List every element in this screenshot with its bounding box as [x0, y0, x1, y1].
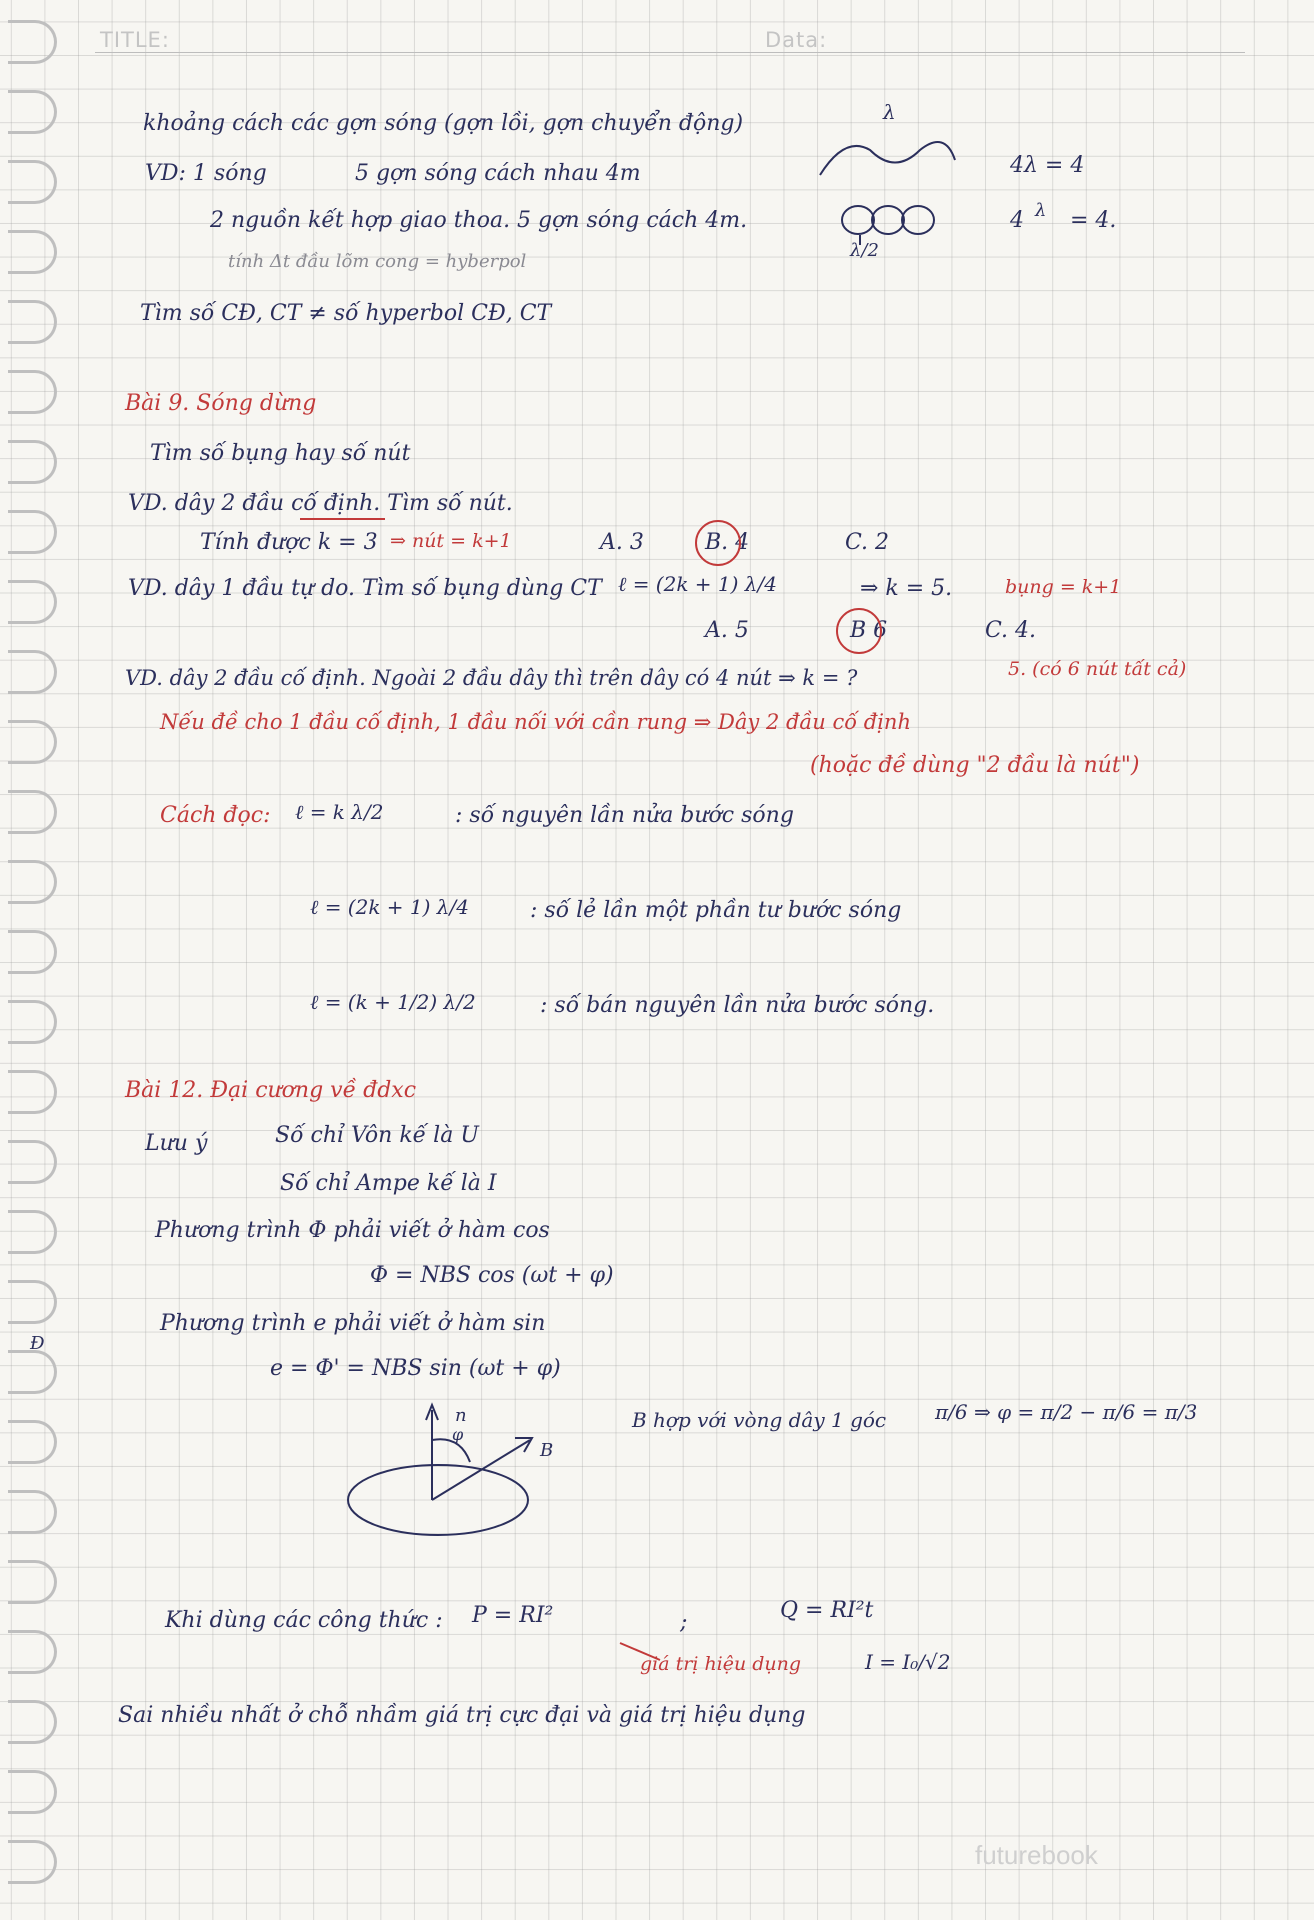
loop-1 — [842, 206, 874, 234]
lambda-label: λ — [883, 100, 896, 124]
line-21: Phương trình Φ phải viết ở hàm cos — [155, 1218, 550, 1243]
side-note-1: 4λ = 4 — [1010, 153, 1085, 178]
line-2b: 5 gợn sóng cách nhau 4m — [355, 161, 641, 186]
line-26a: Khi dùng các công thức : — [165, 1608, 443, 1633]
heading-bai-9: Bài 9. Sóng dừng — [125, 391, 317, 416]
line-10a: VD. dây 1 đầu tự do. Tìm số bụng dùng CT — [128, 576, 602, 601]
phi-arc — [432, 1439, 470, 1462]
line-24: e = Φ' = NBS sin (ωt + φ) — [270, 1356, 561, 1381]
b-vector — [432, 1440, 530, 1500]
line-2a: VD: 1 sóng — [145, 161, 267, 186]
q2-choice-c: C. 4. — [985, 618, 1037, 643]
line-13: Nếu đề cho 1 đầu cố định, 1 đầu nối với cần rung ⇒ Dây 2 đầu cố định — [160, 710, 911, 734]
line-26c: ; — [680, 1610, 688, 1635]
q1-choice-c: C. 2 — [845, 530, 890, 555]
q1-choice-a: A. 3 — [600, 530, 644, 555]
line-7: Tìm số bụng hay số nút — [150, 441, 411, 466]
formula-half: ℓ = k λ/2 — [295, 800, 384, 824]
line-9a: Tính được k = 3 — [200, 530, 378, 555]
line-19b: Số chỉ Vôn kế là U — [275, 1123, 479, 1148]
line-9b: ⇒ nút = k+1 — [390, 530, 512, 552]
line-3: 2 nguồn kết hợp giao thoa. 5 gợn sóng cách 4m. — [210, 208, 748, 233]
line-26d: Q = RI²t — [780, 1598, 874, 1623]
line-17b: : số bán nguyên lần nửa bước sóng. — [540, 993, 935, 1018]
q2-answer-circle — [836, 608, 882, 654]
line-14: (hoặc đề dùng "2 đầu là nút") — [810, 753, 1140, 778]
lambda-half-label: λ/2 — [850, 240, 879, 261]
line-10b: ⇒ k = 5. — [860, 576, 953, 601]
side-note-lambda: λ — [1035, 200, 1047, 221]
line-28: Sai nhiều nhất ở chỗ nhầm giá trị cực đại và giá trị hiệu dụng — [118, 1703, 806, 1728]
standing-wave-sketch — [820, 142, 955, 175]
line-19a: Lưu ý — [145, 1131, 208, 1156]
underline-co-dinh — [300, 518, 385, 520]
label-phi: φ — [452, 1425, 464, 1444]
q2-choice-a: A. 5 — [705, 618, 749, 643]
line-15a: Cách đọc: — [160, 803, 271, 828]
line-10c: bụng = k+1 — [1005, 576, 1122, 598]
brand-logo: futurebook — [975, 1840, 1098, 1870]
formula-phase: π/6 ⇒ φ = π/2 − π/6 = π/3 — [935, 1400, 1198, 1424]
q2-choice-b: B 6 — [850, 618, 888, 643]
coil-ellipse — [348, 1465, 528, 1535]
line-12b: 5. (có 6 nút tất cả) — [1008, 658, 1187, 680]
side-note-2a: 4 — [1010, 208, 1024, 233]
formula-semi-integer: ℓ = (k + 1/2) λ/2 — [310, 990, 476, 1014]
line-26b: P = RI² — [472, 1603, 554, 1628]
line-22: Φ = NBS cos (ωt + φ) — [370, 1263, 614, 1288]
loop-2 — [872, 206, 904, 234]
margin-mark: Đ — [30, 1333, 45, 1354]
formula-odd-quarter: ℓ = (2k + 1) λ/4 — [618, 572, 777, 596]
title-label: TITLE: — [100, 28, 170, 52]
line-16b: : số lẻ lần một phần tư bước sóng — [530, 898, 902, 923]
loop-3 — [902, 206, 934, 234]
formula-rms: I = I₀/√2 — [865, 1650, 951, 1674]
line-1: khoảng cách các gợn sóng (gợn lồi, gợn chuyển động) — [143, 111, 744, 136]
heading-bai-12: Bài 12. Đại cương về đdxc — [125, 1078, 417, 1103]
formula-quarter: ℓ = (2k + 1) λ/4 — [310, 895, 469, 919]
line-12: VD. dây 2 đầu cố định. Ngoài 2 đầu dây thì trên dây có 4 nút ⇒ k = ? — [125, 666, 858, 690]
line-8: VD. dây 2 đầu cố định. Tìm số nút. — [128, 491, 513, 516]
label-b-vector: B — [540, 1440, 554, 1461]
line-25: B hợp với vòng dây 1 góc — [632, 1408, 887, 1432]
line-15b: : số nguyên lần nửa bước sóng — [455, 803, 794, 828]
q1-answer-circle — [695, 520, 741, 566]
line-27: giá trị hiệu dụng — [640, 1653, 802, 1675]
q1-choice-b: B. 4 — [705, 530, 750, 555]
label-n-vector: n — [455, 1405, 467, 1426]
line-20: Số chỉ Ampe kế là I — [280, 1171, 497, 1196]
date-label: Data: — [765, 28, 828, 52]
line-5: Tìm số CĐ, CT ≠ số hyperbol CĐ, CT — [140, 301, 552, 326]
line-4-pencil: tính Δt đầu lõm cong = hyberpol — [228, 251, 527, 272]
line-23: Phương trình e phải viết ở hàm sin — [160, 1311, 546, 1336]
side-note-2b: = 4. — [1070, 208, 1117, 233]
